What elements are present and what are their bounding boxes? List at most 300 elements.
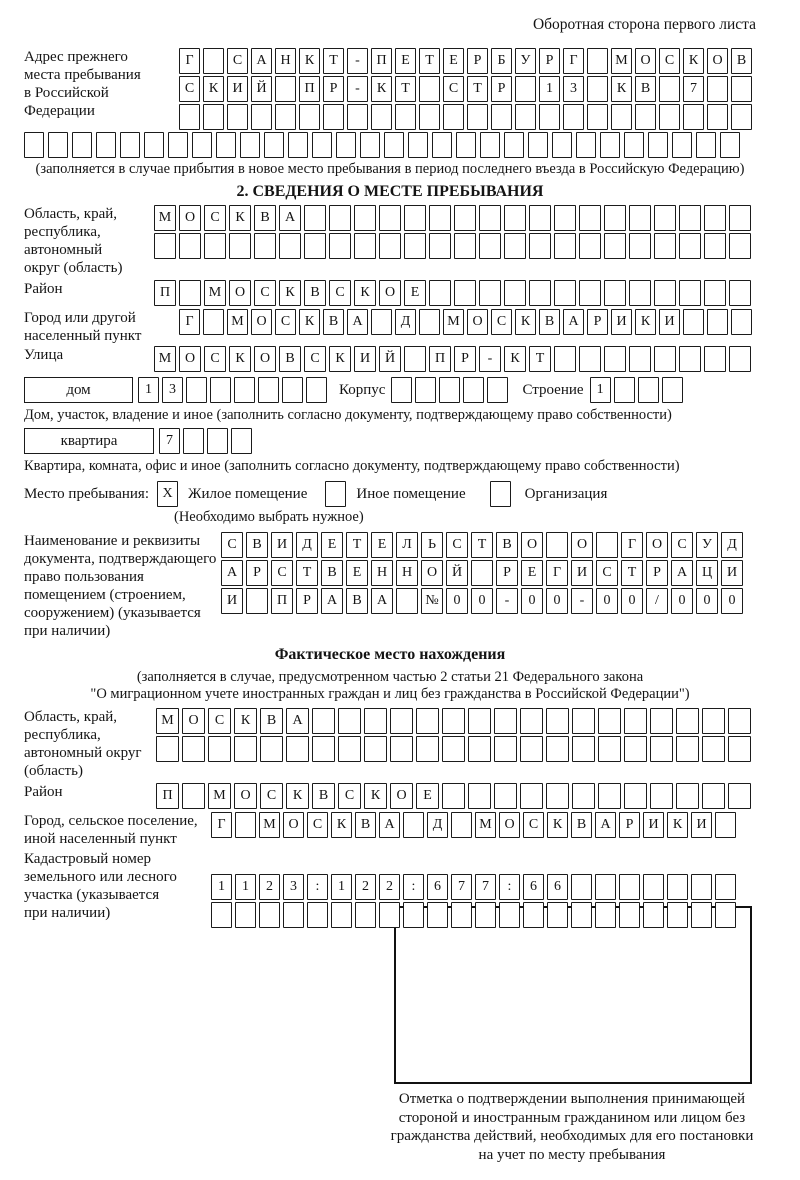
char-cell	[515, 104, 536, 130]
char-cell	[451, 812, 472, 838]
char-cell	[629, 346, 651, 372]
char-cell: Р	[296, 588, 318, 614]
char-cell: Г	[546, 560, 568, 586]
char-cell	[579, 346, 601, 372]
char-cell	[429, 280, 451, 306]
char-cell	[179, 233, 201, 259]
char-cell	[662, 377, 683, 403]
char-cell	[183, 428, 204, 454]
char-cell	[251, 104, 272, 130]
char-cell	[704, 280, 726, 306]
char-cell	[338, 736, 361, 762]
char-cell: С	[338, 783, 361, 809]
fact-oblast-label: Область, край, республика, автономный округ (область)	[24, 709, 142, 779]
char-cell	[691, 874, 712, 900]
dom-note: Дом, участок, владение и иное (заполнить согласно документу, подтверждающему право собственности)	[24, 407, 672, 423]
stamp-caption-line-2: стороной и иностранным гражданином или лицом без	[398, 1109, 746, 1126]
char-cell	[338, 708, 361, 734]
char-cell: Е	[404, 280, 426, 306]
char-cell	[704, 205, 726, 231]
doc-cells-row-1	[221, 532, 743, 558]
char-cell: В	[539, 309, 560, 335]
char-cell	[720, 132, 740, 158]
char-cell: Л	[396, 532, 418, 558]
char-cell: С	[271, 560, 293, 586]
stay-option-organizatsiya-label: Организация	[524, 486, 608, 502]
char-cell	[96, 132, 116, 158]
char-cell	[546, 532, 568, 558]
kadastr-cells-row-1	[211, 874, 736, 900]
char-cell	[728, 736, 751, 762]
char-cell	[499, 902, 520, 928]
char-cell	[487, 377, 508, 403]
char-cell: 0	[521, 588, 543, 614]
backside-note: Оборотная сторона первого листа	[532, 16, 756, 33]
char-cell	[235, 812, 256, 838]
char-cell: Т	[471, 532, 493, 558]
char-cell	[203, 48, 224, 74]
char-cell	[396, 588, 418, 614]
char-cell	[234, 736, 257, 762]
gorod-cells	[179, 309, 752, 335]
oblast-label: Область, край, республика, автономный округ (область)	[24, 206, 123, 276]
char-cell	[715, 874, 736, 900]
char-cell: К	[667, 812, 688, 838]
char-cell: 0	[596, 588, 618, 614]
char-cell: У	[696, 532, 718, 558]
char-cell	[279, 233, 301, 259]
char-cell: П	[429, 346, 451, 372]
char-cell	[203, 309, 224, 335]
char-cell: 3	[563, 76, 584, 102]
char-cell: А	[347, 309, 368, 335]
char-cell	[704, 346, 726, 372]
char-cell	[443, 104, 464, 130]
oblast-cells-row-2	[154, 233, 751, 259]
char-cell: С	[307, 812, 328, 838]
char-cell: 3	[162, 377, 183, 403]
char-cell	[415, 377, 436, 403]
dom-cells	[138, 377, 327, 403]
char-cell	[571, 874, 592, 900]
char-cell	[395, 104, 416, 130]
char-cell	[667, 874, 688, 900]
char-cell	[546, 783, 569, 809]
char-cell	[304, 233, 326, 259]
char-cell: Т	[296, 560, 318, 586]
char-cell	[679, 205, 701, 231]
char-cell: Р	[491, 76, 512, 102]
char-cell: :	[307, 874, 328, 900]
prev-address-cells-row-2	[179, 76, 752, 102]
prev-address-block	[24, 48, 756, 130]
char-cell: :	[403, 874, 424, 900]
char-cell	[416, 708, 439, 734]
char-cell	[600, 132, 620, 158]
char-cell	[299, 104, 320, 130]
char-cell	[456, 132, 476, 158]
oblast-cells-row-1	[154, 205, 751, 231]
char-cell	[579, 205, 601, 231]
char-cell: С	[671, 532, 693, 558]
char-cell	[286, 736, 309, 762]
char-cell: К	[203, 76, 224, 102]
char-cell: О	[521, 532, 543, 558]
char-cell	[629, 205, 651, 231]
stamp-caption-line-3: гражданства действий, необходимых для его постановки	[390, 1128, 754, 1144]
char-cell: Й	[446, 560, 468, 586]
char-cell	[307, 902, 328, 928]
char-cell	[731, 104, 752, 130]
korpus-label: Корпус	[339, 382, 386, 398]
char-cell: А	[563, 309, 584, 335]
char-cell	[659, 104, 680, 130]
raion-label: Район	[24, 281, 63, 297]
char-cell: 7	[475, 874, 496, 900]
char-cell: В	[355, 812, 376, 838]
char-cell	[729, 205, 751, 231]
char-cell: №	[421, 588, 443, 614]
char-cell	[120, 132, 140, 158]
doc-block	[24, 532, 756, 640]
char-cell	[520, 708, 543, 734]
char-cell: :	[499, 874, 520, 900]
char-cell: К	[331, 812, 352, 838]
char-cell: В	[246, 532, 268, 558]
char-cell: В	[321, 560, 343, 586]
char-cell	[654, 280, 676, 306]
char-cell	[595, 902, 616, 928]
char-cell: А	[371, 588, 393, 614]
fact-oblast-block	[24, 708, 756, 780]
dom-row	[24, 377, 756, 403]
char-cell	[427, 902, 448, 928]
char-cell: О	[229, 280, 251, 306]
char-cell	[629, 280, 651, 306]
char-cell	[650, 708, 673, 734]
char-cell	[643, 874, 664, 900]
char-cell	[442, 783, 465, 809]
char-cell	[468, 736, 491, 762]
section-2-title: 2. СВЕДЕНИЯ О МЕСТЕ ПРЕБЫВАНИЯ	[236, 183, 544, 200]
char-cell	[468, 783, 491, 809]
char-cell	[667, 902, 688, 928]
char-cell	[419, 309, 440, 335]
char-cell: 0	[696, 588, 718, 614]
char-cell: 0	[446, 588, 468, 614]
char-cell: Г	[563, 48, 584, 74]
char-cell	[654, 233, 676, 259]
char-cell	[439, 377, 460, 403]
char-cell: М	[154, 205, 176, 231]
char-cell	[729, 346, 751, 372]
char-cell	[702, 783, 725, 809]
char-cell	[579, 280, 601, 306]
char-cell: Ь	[421, 532, 443, 558]
char-cell	[260, 736, 283, 762]
char-cell	[611, 104, 632, 130]
char-cell	[504, 280, 526, 306]
kadastr-label: Кадастровый номер земельного или лесного участка (указывается при наличии)	[24, 851, 177, 921]
char-cell: И	[643, 812, 664, 838]
char-cell	[683, 104, 704, 130]
char-cell: К	[299, 48, 320, 74]
char-cell: О	[707, 48, 728, 74]
char-cell	[264, 132, 284, 158]
char-cell	[554, 205, 576, 231]
gorod-block	[24, 309, 756, 345]
char-cell: С	[329, 280, 351, 306]
char-cell	[571, 902, 592, 928]
char-cell: Н	[275, 48, 296, 74]
char-cell	[702, 736, 725, 762]
char-cell: Г	[179, 48, 200, 74]
char-cell	[168, 132, 188, 158]
kvartira-box: квартира	[24, 428, 154, 454]
doc-cells-row-3	[221, 588, 743, 614]
char-cell	[479, 280, 501, 306]
char-cell: К	[371, 76, 392, 102]
char-cell	[604, 205, 626, 231]
checkbox-zhiloe-pomeshchenie: X	[157, 481, 178, 507]
char-cell	[619, 902, 640, 928]
char-cell: В	[312, 783, 335, 809]
char-cell: И	[354, 346, 376, 372]
char-cell	[676, 708, 699, 734]
char-cell	[329, 233, 351, 259]
char-cell: К	[515, 309, 536, 335]
char-cell: С	[275, 309, 296, 335]
char-cell	[288, 132, 308, 158]
ulitsa-label: Улица	[24, 347, 64, 363]
char-cell	[554, 346, 576, 372]
checkbox-organizatsiya	[490, 481, 511, 507]
char-cell: Е	[346, 560, 368, 586]
char-cell	[494, 708, 517, 734]
char-cell: Д	[721, 532, 743, 558]
char-cell	[579, 233, 601, 259]
stay-option-inoe-label: Иное помещение	[356, 486, 466, 502]
char-cell: П	[271, 588, 293, 614]
char-cell: О	[283, 812, 304, 838]
char-cell	[336, 132, 356, 158]
char-cell	[471, 560, 493, 586]
checkbox-inoe-pomeshchenie	[325, 481, 346, 507]
char-cell: -	[479, 346, 501, 372]
char-cell	[403, 812, 424, 838]
char-cell	[235, 902, 256, 928]
char-cell: В	[260, 708, 283, 734]
char-cell	[696, 132, 716, 158]
char-cell: К	[229, 205, 251, 231]
char-cell	[598, 783, 621, 809]
char-cell	[654, 205, 676, 231]
char-cell: -	[347, 48, 368, 74]
char-cell	[72, 132, 92, 158]
char-cell	[520, 736, 543, 762]
char-cell	[182, 783, 205, 809]
char-cell: 6	[523, 874, 544, 900]
char-cell: Е	[321, 532, 343, 558]
char-cell: С	[204, 346, 226, 372]
char-cell: Т	[419, 48, 440, 74]
char-cell: О	[390, 783, 413, 809]
char-cell	[404, 233, 426, 259]
char-cell	[144, 132, 164, 158]
prev-address-cells-row-3	[179, 104, 752, 130]
char-cell	[654, 346, 676, 372]
fact-gorod-block	[24, 812, 756, 848]
stamp-box	[394, 906, 752, 1084]
fact-gorod-cells	[211, 812, 736, 838]
char-cell: В	[571, 812, 592, 838]
ulitsa-block	[24, 346, 756, 372]
char-cell: Г	[179, 309, 200, 335]
char-cell: А	[251, 48, 272, 74]
char-cell	[679, 346, 701, 372]
char-cell	[331, 902, 352, 928]
char-cell: С	[254, 280, 276, 306]
char-cell: 2	[379, 874, 400, 900]
char-cell	[604, 280, 626, 306]
char-cell: К	[354, 280, 376, 306]
char-cell	[598, 708, 621, 734]
char-cell	[638, 377, 659, 403]
doc-label: Наименование и реквизиты документа, подтверждающего право пользования помещением (строением, сооружением) (указывается при наличии)	[24, 533, 217, 639]
char-cell	[467, 104, 488, 130]
char-cell: М	[259, 812, 280, 838]
fact-raion-cells	[156, 783, 751, 809]
char-cell	[403, 902, 424, 928]
char-cell	[454, 233, 476, 259]
char-cell: А	[671, 560, 693, 586]
char-cell	[546, 736, 569, 762]
char-cell	[604, 233, 626, 259]
stamp-caption	[372, 1090, 772, 1164]
char-cell	[702, 708, 725, 734]
stroenie-cells	[590, 377, 683, 403]
char-cell: Е	[521, 560, 543, 586]
char-cell: М	[443, 309, 464, 335]
char-cell: Р	[496, 560, 518, 586]
char-cell	[587, 48, 608, 74]
char-cell	[24, 132, 44, 158]
stay-option-zhiloe-label: Жилое помещение	[188, 486, 308, 502]
char-cell	[648, 132, 668, 158]
char-cell: О	[179, 346, 201, 372]
char-cell: 0	[621, 588, 643, 614]
char-cell: О	[421, 560, 443, 586]
char-cell: Б	[491, 48, 512, 74]
char-cell: С	[179, 76, 200, 102]
char-cell: П	[371, 48, 392, 74]
kvartira-row	[24, 428, 756, 454]
char-cell	[587, 104, 608, 130]
char-cell: Н	[371, 560, 393, 586]
char-cell	[504, 205, 526, 231]
char-cell: К	[279, 280, 301, 306]
char-cell: Р	[467, 48, 488, 74]
char-cell: К	[234, 708, 257, 734]
char-cell	[624, 708, 647, 734]
char-cell	[729, 233, 751, 259]
char-cell: С	[227, 48, 248, 74]
char-cell	[379, 233, 401, 259]
char-cell	[354, 205, 376, 231]
char-cell: М	[204, 280, 226, 306]
char-cell	[408, 132, 428, 158]
char-cell: С	[596, 560, 618, 586]
char-cell	[624, 132, 644, 158]
char-cell	[347, 104, 368, 130]
char-cell: В	[496, 532, 518, 558]
char-cell	[419, 104, 440, 130]
char-cell: О	[467, 309, 488, 335]
fact-gorod-label: Город, сельское поселение, иной населенный пункт	[24, 813, 198, 847]
char-cell: 0	[471, 588, 493, 614]
char-cell: К	[329, 346, 351, 372]
char-cell	[676, 736, 699, 762]
char-cell	[259, 902, 280, 928]
char-cell: Д	[395, 309, 416, 335]
char-cell: Т	[467, 76, 488, 102]
char-cell: К	[635, 309, 656, 335]
char-cell: 3	[283, 874, 304, 900]
char-cell	[624, 783, 647, 809]
kadastr-block	[24, 850, 756, 928]
char-cell	[154, 233, 176, 259]
char-cell	[715, 812, 736, 838]
stroenie-label: Строение	[522, 382, 584, 398]
char-cell: К	[229, 346, 251, 372]
korpus-cells	[391, 377, 508, 403]
char-cell: С	[260, 783, 283, 809]
char-cell: Р	[246, 560, 268, 586]
char-cell: В	[635, 76, 656, 102]
char-cell	[229, 233, 251, 259]
char-cell	[48, 132, 68, 158]
char-cell: И	[571, 560, 593, 586]
char-cell	[572, 736, 595, 762]
char-cell: 7	[683, 76, 704, 102]
char-cell	[371, 104, 392, 130]
char-cell	[572, 783, 595, 809]
char-cell	[494, 783, 517, 809]
char-cell	[475, 902, 496, 928]
char-cell	[576, 132, 596, 158]
char-cell: В	[279, 346, 301, 372]
char-cell	[360, 132, 380, 158]
char-cell: Р	[454, 346, 476, 372]
char-cell: О	[254, 346, 276, 372]
gorod-label: Город или другой населенный пункт	[24, 310, 142, 344]
char-cell: 2	[259, 874, 280, 900]
char-cell: Д	[427, 812, 448, 838]
char-cell	[619, 874, 640, 900]
char-cell	[552, 132, 572, 158]
char-cell: 1	[539, 76, 560, 102]
char-cell	[246, 588, 268, 614]
char-cell	[354, 233, 376, 259]
char-cell: Г	[621, 532, 643, 558]
char-cell: 7	[159, 428, 180, 454]
char-cell	[598, 736, 621, 762]
char-cell	[643, 902, 664, 928]
char-cell: Г	[211, 812, 232, 838]
char-cell: М	[154, 346, 176, 372]
char-cell	[312, 708, 335, 734]
char-cell	[182, 736, 205, 762]
